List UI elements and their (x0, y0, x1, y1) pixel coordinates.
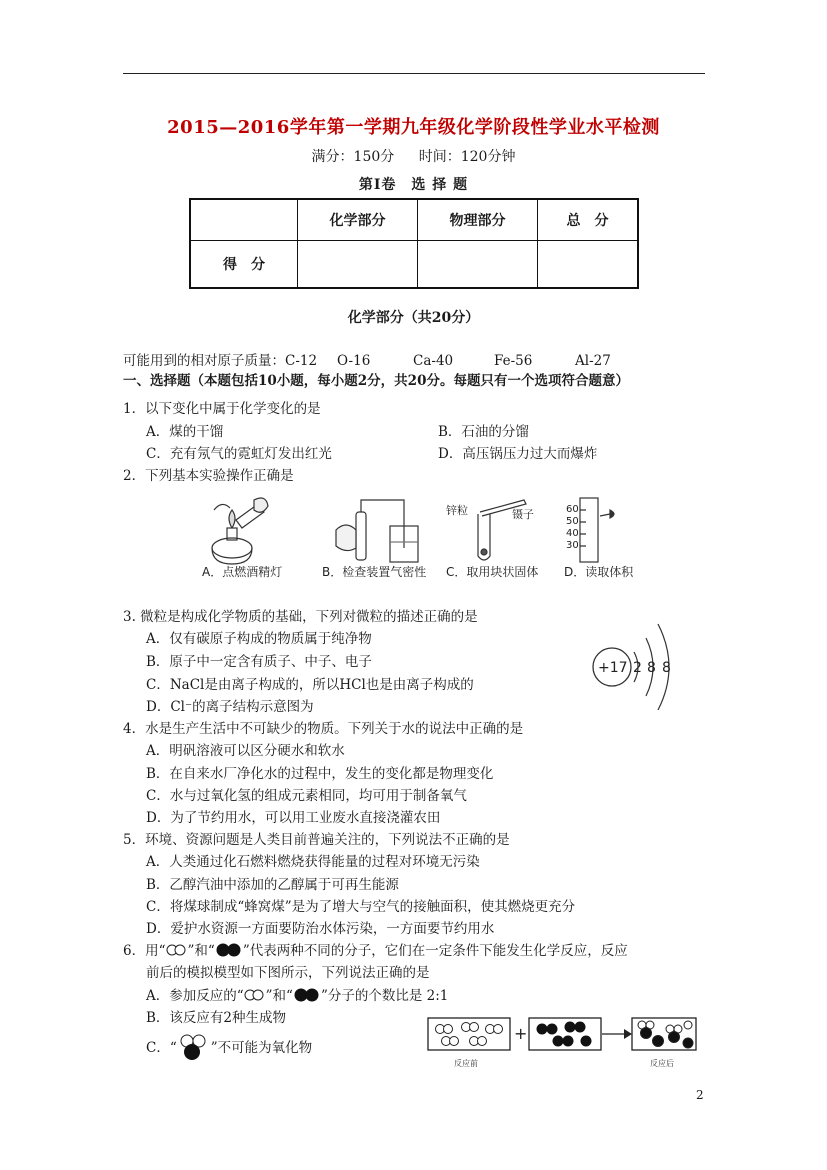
atomic-masses (123, 351, 611, 371)
score-header-blank (190, 199, 298, 240)
mass-item: Fe-56 (494, 353, 533, 369)
exam-title: 2015—2016学年第一学期九年级化学阶段性学业水平检测 (167, 117, 660, 138)
q6-optA-part3: ”分子的个数比是 2:1 (320, 988, 449, 1004)
question-5-stem: 5．环境、资源问题是人类目前普遍关注的，下列说法不正确的是 (123, 832, 510, 848)
question-4-stem: 4．水是生产生活中不可缺少的物质。下列关于水的说法中正确的是 (123, 721, 524, 737)
q1-option-a[interactable]: A．煤的干馏 (146, 424, 224, 440)
page-number: 2 (696, 1088, 704, 1102)
mass-item: Ca-40 (413, 353, 454, 369)
black-molecule-icon (293, 988, 321, 1002)
compound-molecule-icon (177, 1033, 211, 1061)
section-title: 化学部分（共20分） (347, 310, 480, 326)
mass-item: O-16 (337, 353, 371, 369)
scale-60: 60 (566, 504, 579, 515)
graduated-cylinder-figure (566, 498, 614, 562)
score-header-physics: 物理部分 (418, 199, 538, 240)
mass-item: Al-27 (575, 353, 611, 369)
q5-option-a[interactable]: A．人类通过化石燃料燃烧获得能量的过程对环境无污染 (146, 854, 480, 870)
caption-a: A．点燃酒精灯 (202, 565, 283, 579)
white-molecule-icon (166, 944, 188, 956)
scale-40: 40 (566, 528, 579, 539)
mass-item: C-12 (285, 353, 318, 369)
airtightness-figure (336, 500, 418, 562)
q1-option-c[interactable]: C．充有氖气的霓虹灯发出红光 (146, 446, 332, 462)
score-table (189, 198, 639, 289)
q6-option-a[interactable] (146, 986, 448, 1006)
score-row-label: 得 分 (190, 240, 298, 288)
volume-title: 第Ⅰ卷 选 择 题 (358, 177, 469, 193)
question-6-stem (123, 941, 628, 961)
label-after: 反应后 (650, 1059, 674, 1068)
nucleus-charge: +17 (598, 660, 628, 676)
exam-info (0, 146, 827, 166)
q6-optC-part2: ”不可能为氧化物 (210, 1040, 313, 1056)
q6-option-b[interactable]: B．该反应有2种生成物 (146, 1010, 287, 1026)
black-molecule-icon (215, 943, 243, 957)
chloride-ion-diagram (588, 610, 688, 710)
q6-option-c[interactable] (146, 1033, 312, 1061)
q3-option-d[interactable]: D．Cl⁻的离子结构示意图为 (146, 699, 314, 715)
exam-time: 时间：120分钟 (418, 149, 516, 165)
q6-optC-part1: C．“ (146, 1040, 177, 1056)
q4-option-b[interactable]: B．在自来水厂净化水的过程中，发生的变化都是物理变化 (146, 766, 494, 782)
white-molecule-icon (244, 989, 266, 1001)
header-rule (123, 73, 705, 74)
label-before: 反应前 (454, 1059, 478, 1068)
tweezers-label: 镊子 (512, 508, 534, 521)
score-header-chemistry: 化学部分 (298, 199, 418, 240)
q4-option-c[interactable]: C．水与过氧化氢的组成元素相同，均可用于制备氧气 (146, 788, 467, 804)
q2-experiment-figures (196, 490, 646, 582)
caption-c: C．取用块状固体 (446, 565, 539, 579)
caption-b: B．检查装置气密性 (322, 565, 427, 579)
q1-option-d[interactable]: D．高压锅压力过大而爆炸 (438, 446, 598, 462)
q3-option-b[interactable]: B．原子中一定含有质子、中子、电子 (146, 654, 372, 670)
q5-option-d[interactable]: D．爱护水资源一方面要防治水体污染，一方面要节约用水 (146, 921, 495, 937)
shell-3: 8 (662, 660, 671, 676)
shell-2: 8 (647, 660, 656, 676)
q1-option-b[interactable]: B．石油的分馏 (438, 424, 529, 440)
score-cell-total[interactable] (538, 240, 639, 288)
q6-optA-part2: ”和“ (265, 988, 293, 1004)
alcohol-lamp-figure (212, 498, 268, 564)
q6-stem-part3: ”代表两种不同的分子，它们在一定条件下能发生化学反应，反应 (242, 943, 628, 959)
scale-50: 50 (566, 516, 579, 527)
q6-optA-part1: A．参加反应的“ (146, 988, 244, 1004)
score-header-total: 总 分 (538, 199, 639, 240)
question-3-stem: 3. 微粒是构成化学物质的基础，下列对微粒的描述正确的是 (123, 609, 478, 625)
atomic-masses-label: 可能用到的相对原子质量： (123, 353, 285, 369)
part-one-heading: 一、选择题（本题包括10小题，每小题2分，共20分。每题只有一个选项符合题意） (123, 373, 629, 389)
q4-option-a[interactable]: A．明矾溶液可以区分硬水和软水 (146, 743, 345, 759)
eye-icon (610, 510, 614, 518)
plus-sign: + (514, 1024, 528, 1043)
q5-option-b[interactable]: B．乙醇汽油中添加的乙醇属于可再生能源 (146, 877, 399, 893)
question-2-stem: 2．下列基本实验操作正确是 (123, 468, 294, 484)
block-solid-figure (446, 500, 534, 560)
q5-option-c[interactable]: C．将煤球制成“蜂窝煤”是为了增大与空气的接触面积，使其燃烧更充分 (146, 899, 576, 915)
score-cell-physics[interactable] (418, 240, 538, 288)
caption-d: D．读取体积 (564, 565, 634, 579)
shell-1: 2 (633, 660, 642, 676)
q6-stem-part2: ”和“ (187, 943, 215, 959)
full-score: 满分：150分 (311, 149, 395, 165)
zinc-label: 锌粒 (446, 504, 468, 517)
q4-option-d[interactable]: D．为了节约用水，可以用工业废水直接浇灌农田 (146, 810, 441, 826)
q3-option-a[interactable]: A．仅有碳原子构成的物质属于纯净物 (146, 631, 372, 647)
question-1-stem: 1．以下变化中属于化学变化的是 (123, 401, 321, 417)
scale-30: 30 (566, 540, 579, 551)
reaction-model-figure (426, 1015, 698, 1071)
q3-option-c[interactable]: C．NaCl是由离子构成的，所以HCl也是由离子构成的 (146, 677, 474, 693)
q6-stem-line2: 前后的模拟模型如下图所示，下列说法正确的是 (146, 965, 430, 981)
q6-stem-part1: 6．用“ (123, 943, 166, 959)
score-cell-chemistry[interactable] (298, 240, 418, 288)
